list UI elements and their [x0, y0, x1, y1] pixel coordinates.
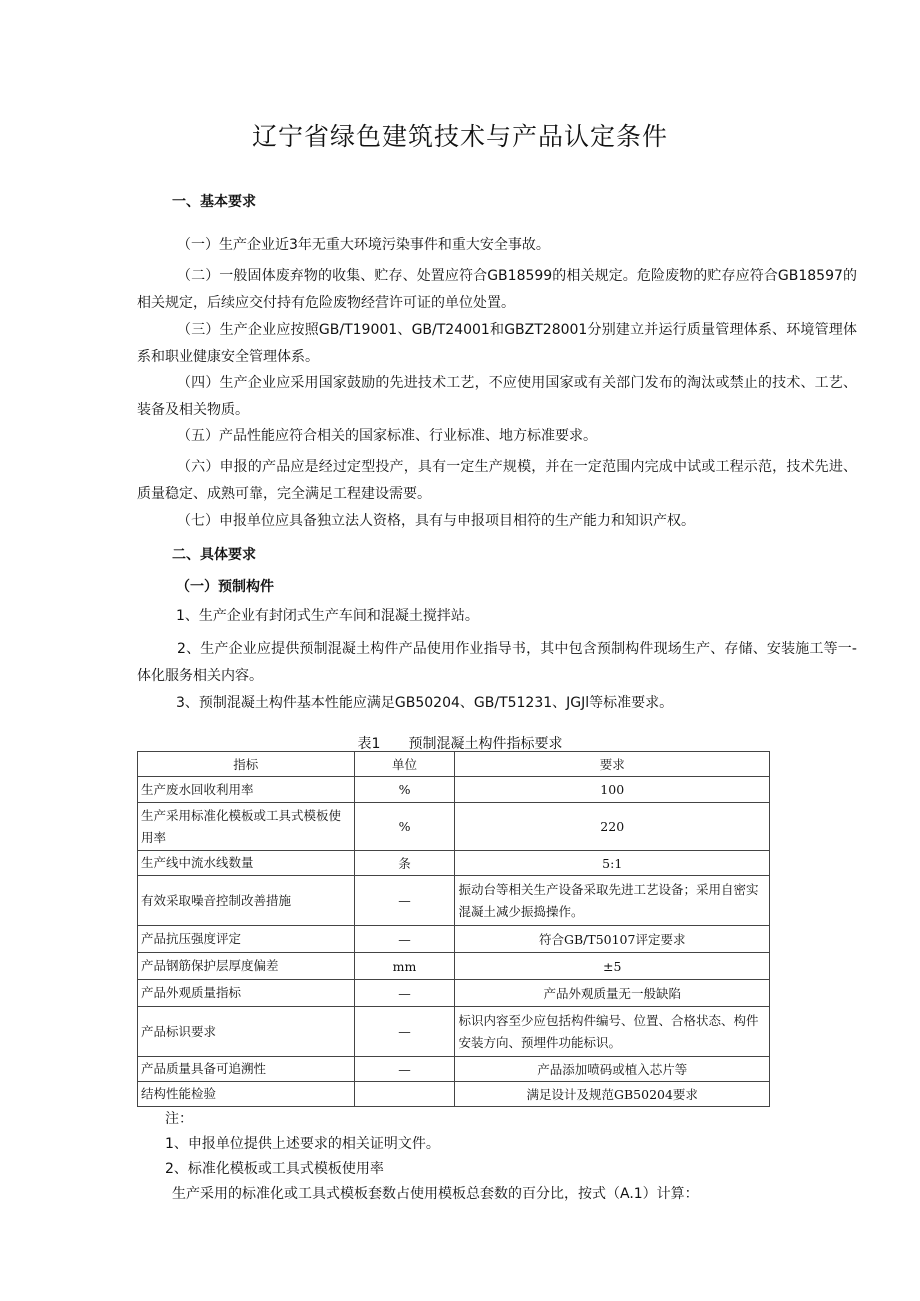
cell-requirement: 220	[455, 803, 770, 851]
cell-unit: —	[354, 926, 455, 953]
cell-unit: %	[354, 803, 455, 851]
table-row	[138, 851, 770, 876]
precast-item-1: 1、生产企业有封闭式生产车间和混凝土搅拌站。	[176, 608, 479, 624]
cell-indicator: 生产废水回收利用率	[138, 777, 355, 803]
precast-spec-table	[137, 751, 770, 1107]
cell-unit: —	[354, 876, 455, 926]
basic-item-7: （七）申报单位应具备独立法人资格，具有与申报项目相符的生产能力和知识产权。	[177, 513, 695, 529]
table-row	[138, 980, 770, 1007]
table-row	[138, 876, 770, 926]
basic-item-6: （六）申报的产品应是经过定型投产，具有一定生产规模，并在一定范围内完成中试或工程示范，技术先进、质量稳定、成熟可靠，完全满足工程建设需要。	[137, 459, 857, 502]
cell-indicator: 产品质量具备可追溯性	[138, 1057, 355, 1082]
cell-requirement: 产品外观质量无一般缺陷	[455, 980, 770, 1007]
cell-requirement: 5:1	[455, 851, 770, 876]
cell-unit: 条	[354, 851, 455, 876]
table-row	[138, 1082, 770, 1107]
subsection-heading-precast: （一）预制构件	[176, 579, 274, 595]
note-line-3: 生产采用的标准化或工具式模板套数占使用模板总套数的百分比，按式（A.1）计算：	[172, 1186, 699, 1202]
section-heading-basic: 一、基本要求	[172, 194, 256, 210]
cell-requirement: 满足设计及规范GB50204要求	[455, 1082, 770, 1107]
precast-item-2: 2、生产企业应提供预制混凝土构件产品使用作业指导书，其中包含预制构件现场生产、存储、安装施工等一-体化服务相关内容。	[137, 641, 857, 684]
cell-indicator: 生产采用标准化模板或工具式模板使用率	[138, 803, 355, 851]
basic-item-1: （一）生产企业近3年无重大环境污染事件和重大安全事故。	[177, 237, 550, 253]
basic-item-2: （二）一般固体废弃物的收集、贮存、处置应符合GB18599的相关规定。危险废物的贮存应符合GB18597的相关规定，后续应交付持有危险废物经营许可证的单位处置。	[137, 268, 857, 311]
table-row	[138, 1057, 770, 1082]
cell-requirement: 标识内容至少应包括构件编号、位置、合格状态、构件安装方向、预埋件功能标识。	[455, 1007, 770, 1057]
cell-unit: —	[354, 1057, 455, 1082]
cell-requirement: ±5	[455, 953, 770, 980]
basic-item-4: （四）生产企业应采用国家鼓励的先进技术工艺，不应使用国家或有关部门发布的淘汰或禁止的技术、工艺、装备及相关物质。	[137, 375, 857, 418]
table-row	[138, 953, 770, 980]
basic-item-5: （五）产品性能应符合相关的国家标准、行业标准、地方标准要求。	[177, 428, 597, 444]
cell-requirement: 符合GB/T50107评定要求	[455, 926, 770, 953]
header-unit: 单位	[354, 752, 455, 777]
cell-unit: mm	[354, 953, 455, 980]
section-heading-specific: 二、具体要求	[172, 547, 256, 563]
basic-item-3: （三）生产企业应按照GB/T19001、GB/T24001和GBZT28001分别建立并运行质量管理体系、环境管理体系和职业健康安全管理体系。	[137, 322, 857, 365]
note-line-1: 1、申报单位提供上述要求的相关证明文件。	[165, 1136, 440, 1152]
table-caption: 表1 预制混凝土构件指标要求	[357, 736, 563, 752]
cell-unit: —	[354, 980, 455, 1007]
cell-indicator: 产品抗压强度评定	[138, 926, 355, 953]
cell-indicator: 产品钢筋保护层厚度偏差	[138, 953, 355, 980]
cell-requirement: 振动台等相关生产设备采取先进工艺设备；采用自密实混凝土减少振捣操作。	[455, 876, 770, 926]
cell-indicator: 有效采取噪音控制改善措施	[138, 876, 355, 926]
table-row	[138, 803, 770, 851]
table-header-row	[138, 752, 770, 777]
header-requirement: 要求	[455, 752, 770, 777]
cell-requirement: 100	[455, 777, 770, 803]
cell-requirement: 产品添加喷码或植入芯片等	[455, 1057, 770, 1082]
table-row	[138, 926, 770, 953]
note-line-2: 2、标准化模板或工具式模板使用率	[165, 1161, 384, 1177]
header-indicator: 指标	[138, 752, 355, 777]
cell-unit	[354, 1082, 455, 1107]
table-row	[138, 777, 770, 803]
notes-label: 注：	[165, 1111, 193, 1127]
cell-indicator: 产品外观质量指标	[138, 980, 355, 1007]
cell-indicator: 结构性能检验	[138, 1082, 355, 1107]
page-title: 辽宁省绿色建筑技术与产品认定条件	[251, 122, 668, 151]
precast-item-3: 3、预制混凝土构件基本性能应满足GB50204、GB/T51231、JGJl等标准要求。	[176, 695, 674, 711]
cell-unit: —	[354, 1007, 455, 1057]
cell-unit: %	[354, 777, 455, 803]
table-row	[138, 1007, 770, 1057]
cell-indicator: 产品标识要求	[138, 1007, 355, 1057]
cell-indicator: 生产线中流水线数量	[138, 851, 355, 876]
